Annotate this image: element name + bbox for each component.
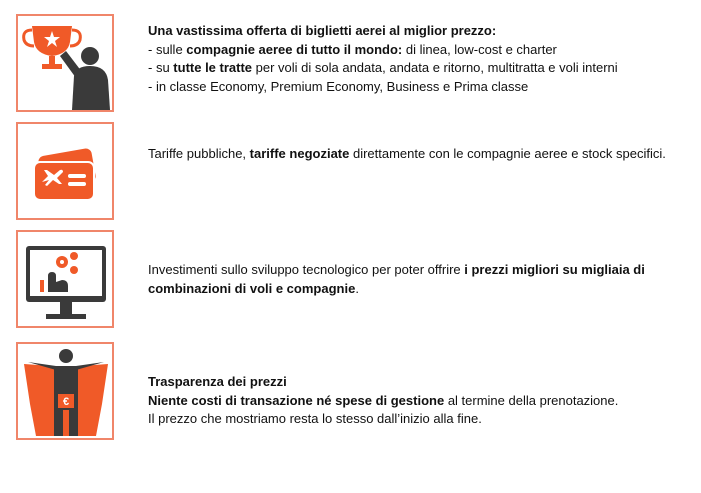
euro-symbol: € (62, 396, 70, 408)
feature-line: - sulle compagnie aeree di tutto il mondo: di linea, low-cost e charter (148, 41, 557, 57)
feature-text (148, 22, 688, 96)
feature-icon-box (16, 342, 114, 440)
feature-line: - su tutte le tratte per voli di sola andata, andata e ritorno, multitratta e voli interni (148, 60, 618, 75)
feature-icon-box (16, 122, 114, 220)
monitor-icon (18, 232, 112, 326)
trophy-icon (18, 16, 112, 110)
feature-text: Tariffe pubbliche, tariffe negoziate direttamente con le compagnie aeree e stock specifici. (148, 146, 666, 161)
feature-headline: Trasparenza dei prezzi (148, 374, 287, 389)
feature-line: - in classe Economy, Premium Economy, Business e Prima classe (148, 78, 529, 94)
cape-person-icon (18, 344, 112, 438)
feature-text: Investimenti sullo sviluppo tecnologico per poter offrire i prezzi migliori su migliaia di combinazioni di voli e compagnie. (148, 262, 645, 296)
feature-icon-box (16, 230, 114, 328)
feature-icon-box (16, 14, 114, 112)
feature-text: Trasparenza dei prezzi Niente costi di transazione né spese di gestione al termine della prenotazione. Il prezzo che mostriamo resta lo stesso dall’inizio alla fine. (148, 374, 619, 426)
ticket-icon (18, 124, 112, 218)
feature-headline: Una vastissima offerta di biglietti aerei al miglior prezzo: (148, 23, 497, 38)
